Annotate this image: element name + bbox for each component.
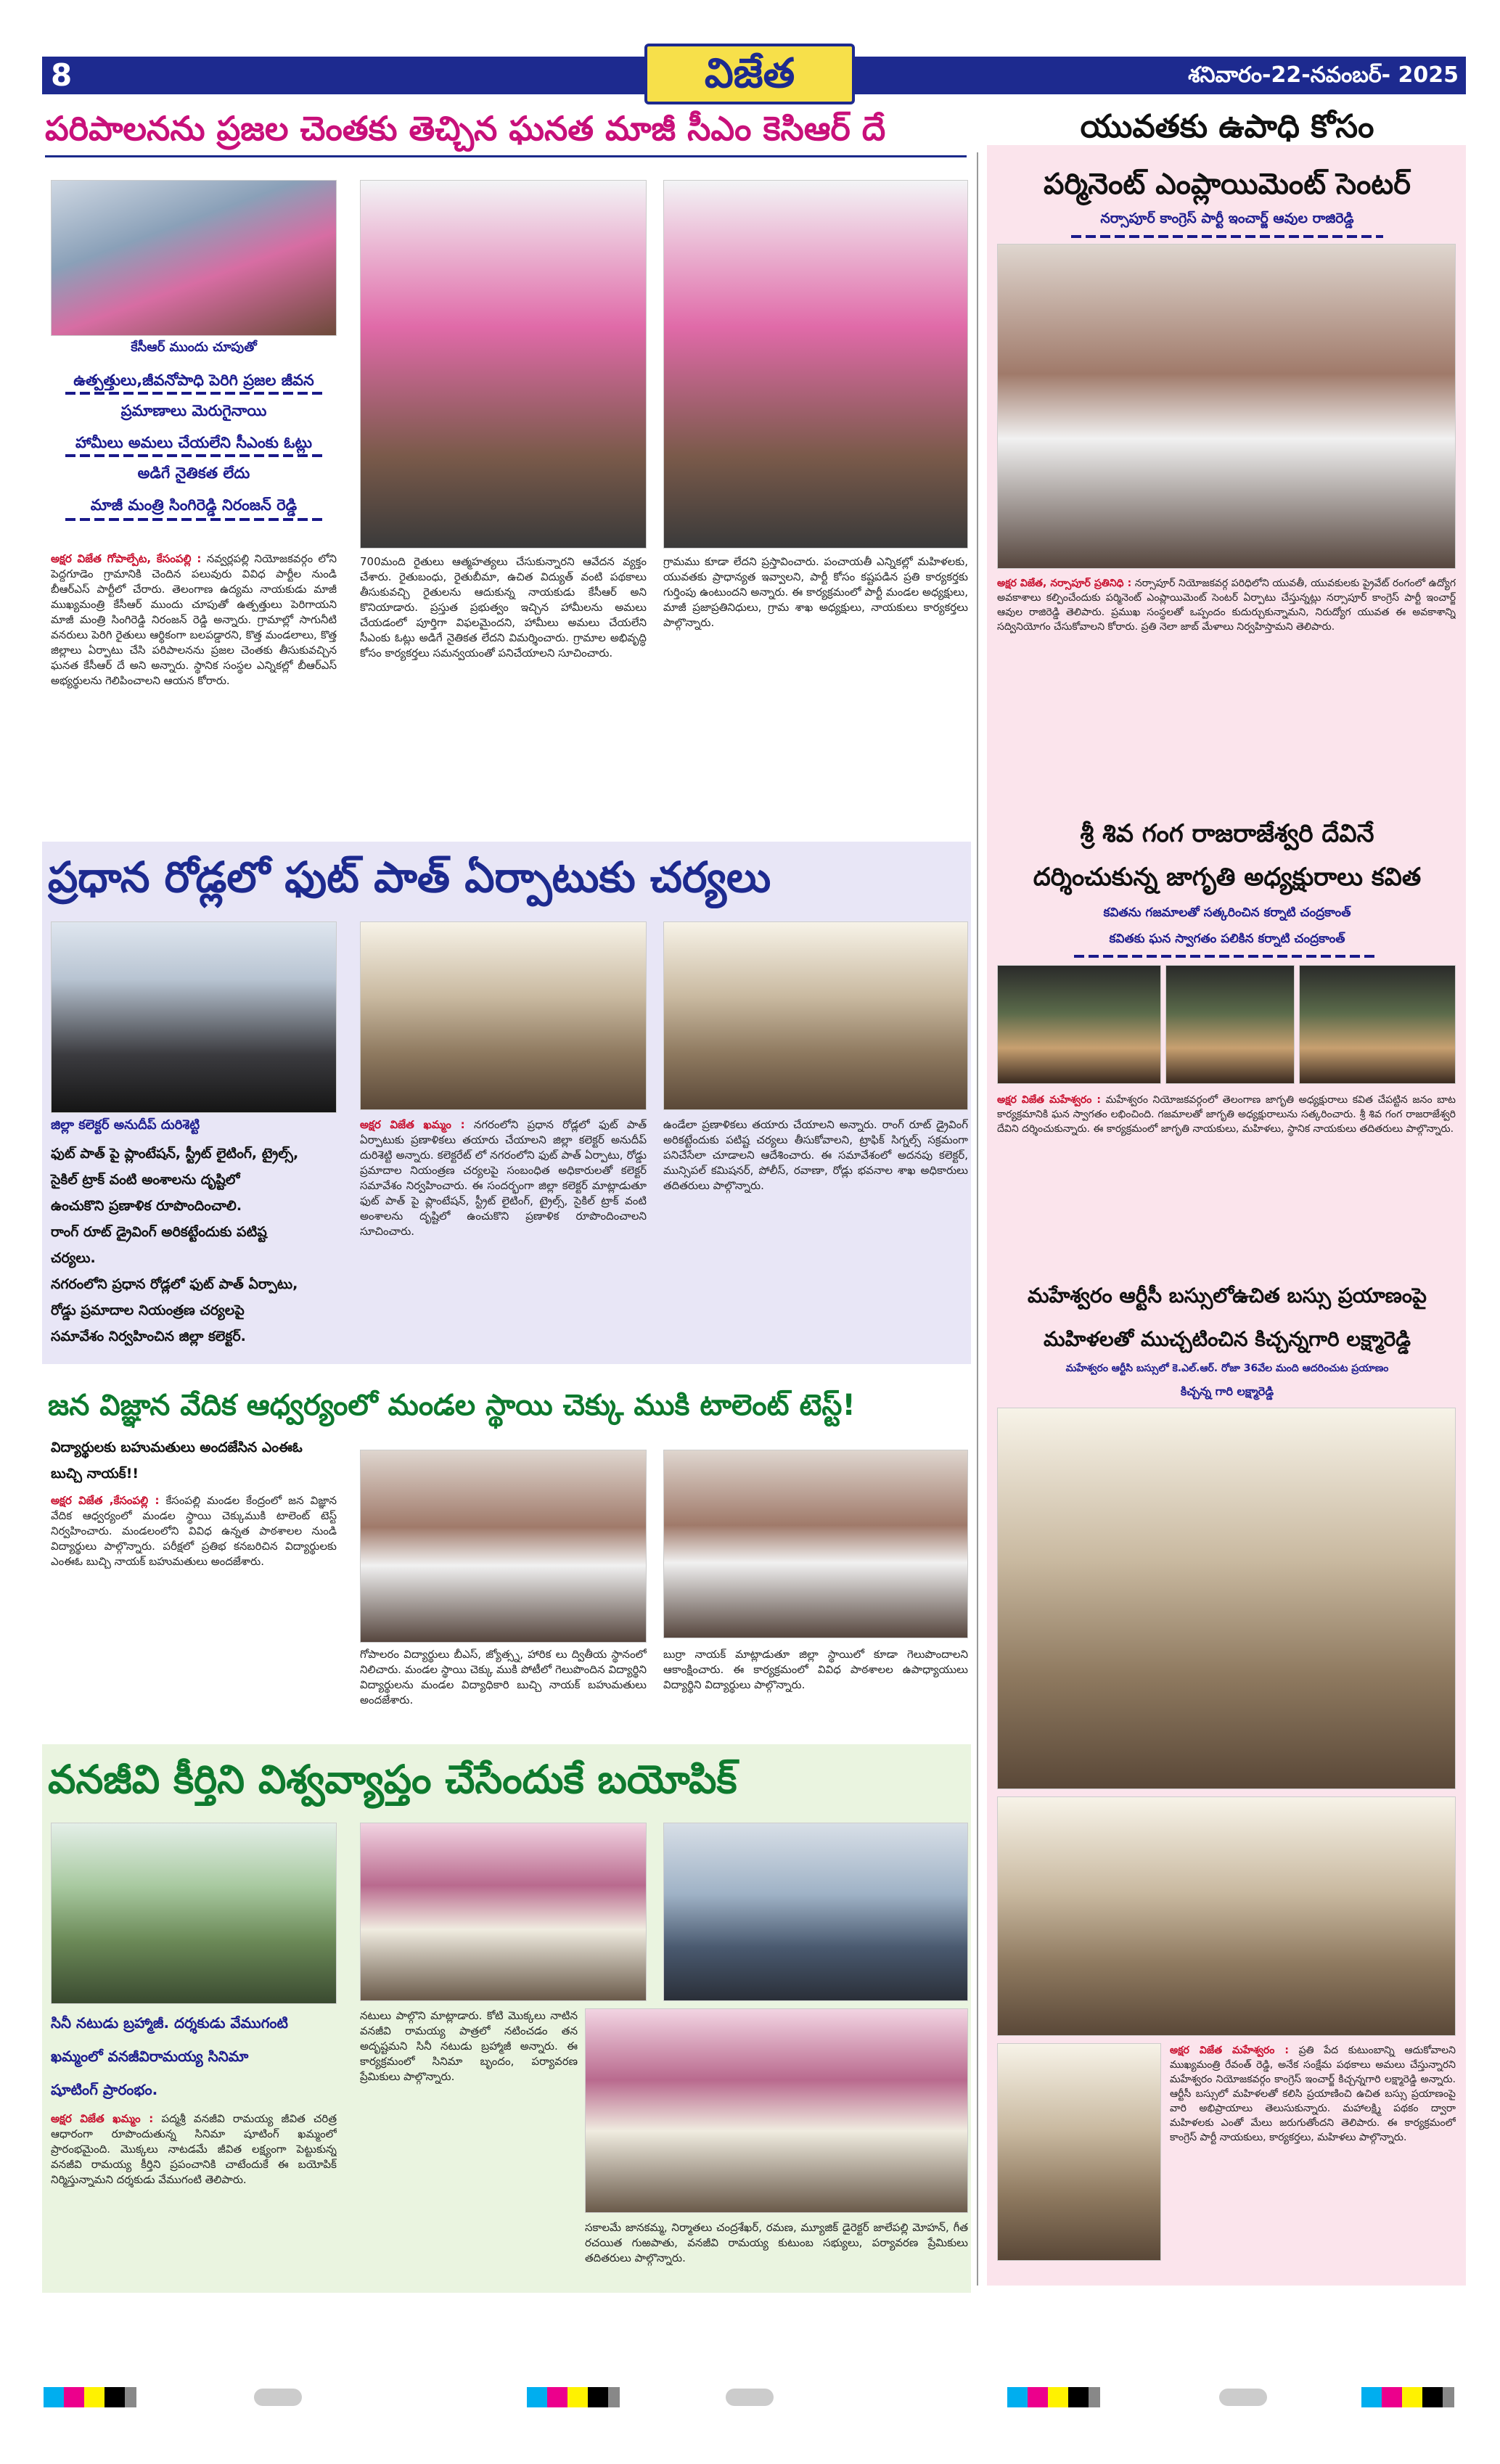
story4-col2: నటులు పాల్గొని మాట్లాడారు. కోటి మొక్కలు నాటిన వనజీవి రామయ్య పాత్రలో నటించడం తన అదృష్టమని సినీ నటుడు బ్రహ్మాజీ అన్నారు. ఈ కార్యక్రమంలో సినిమా బృందం, పర్యావరణ ప్రేమికులు పాల్గొన్నారు. (360, 2009, 578, 2083)
story6-body-text: మహేశ్వరం నియోజకవర్గంలో తెలంగాణ జాగృతి అధ్యక్షురాలు కవిత చేపట్టిన జనం బాట కార్యక్రమానికి ఘన స్వాగతం లభించింది. గజమాలతో జాగృతి అధ్యక్షురాలును సత్కరించారు. శ్రీ శివ గంగ రాజరాజేశ్వరి దేవిని దర్శించుకున్నారు. ఈ కార్యక్రమంలో జాగృతి నాయకులు, మహిళలు, స్థానిక నాయకులు తదితరులు పాల్గొన్నారు. (997, 1094, 1456, 1135)
story4-subhead-2: ఖమ్మంలో వనజీవిరామయ్య సినిమా (51, 2048, 249, 2065)
story6-kicker-1: కవితను గజమాలతో సత్కరించిన కర్నాటి చంద్రకాంత్ (1103, 905, 1351, 920)
story4-subhead-1: సినీ నటుడు బ్రహ్మాజీ. దర్శకుడు వేముగంటి (51, 2014, 288, 2032)
story2-photo-meeting (663, 921, 968, 1110)
story2-subhead-5: చర్యలు. (51, 1250, 96, 1266)
masthead-logo-text: విజేత (704, 50, 795, 97)
story7-headline-line1: మహేశ్వరం ఆర్టీసీ బస్సులోఉచిత బస్సు ప్రయాణంపై (1028, 1284, 1427, 1307)
page-number: 8 (51, 57, 73, 93)
story1-subhead-4: అడిగే నైతికత లేదు (137, 464, 250, 482)
story5-headline-line1: యువతకు ఉపాధి కోసం (1080, 108, 1374, 145)
story5-photo-mou (997, 244, 1456, 569)
story3-subhead-2: బుచ్చి నాయక్!! (51, 1466, 139, 1482)
story1-photo-crowd (51, 180, 337, 336)
story6-photo-2 (1165, 965, 1295, 1084)
story2-photo-screen (51, 921, 337, 1113)
story2-subhead-6: నగరంలోని ప్రధాన రోడ్లలో ఫుట్ పాత్ ఏర్పాటు, (51, 1276, 298, 1292)
story6-body (997, 1093, 1456, 1264)
story6-photo-1 (997, 965, 1161, 1084)
story4-photo-shooting (663, 1823, 968, 2001)
story3-photo-2 (663, 1450, 968, 1638)
story1-subhead-2: ప్రమాణాలు మెరుగైనాయి (120, 402, 267, 419)
story4-col1 (51, 2111, 337, 2290)
story3-col2: గోపాలరం విద్యార్థులు బీఎస్, జ్యోత్స్న, హారిక లు ద్వితీయ స్థానంలో నిలిచారు. మండల స్థాయి చెక్కు ముకి పోటీలో గెలుపొందిన విద్యార్థిని విద్యార్థులను మండల విద్యాధికారి బుచ్చి నాయక్ బహుమతులు అందజేశారు. (360, 1648, 647, 1707)
story1-photo-caption: కేసీఆర్ ముందు చూపుతో (131, 340, 257, 355)
story1-subhead-divider (65, 454, 322, 457)
story6-kicker-2: కవితకు ఘన స్వాగతం పలికిన కర్నాటి చంద్రకాంత్ (1109, 932, 1345, 946)
story2-subhead-4: రాంగ్ రూట్ డ్రైవింగ్ అరికట్టేందుకు పటిష్ట (51, 1224, 267, 1240)
story1-headline: పరిపాలనను ప్రజల చెంతకు తెచ్చిన ఘనత మాజీ సీఎం కెసిఆర్ దే (45, 109, 886, 148)
story5-body-text: నర్సాపూర్ నియోజకవర్గ పరిధిలోని యువతీ, యువకులకు ప్రైవేట్ రంగంలో ఉద్యోగ అవకాశాలు కల్పించేందుకు పర్మినెంట్ ఎంప్లాయిమెంట్ సెంటర్ ఏర్పాటు చేస్తున్నట్లు నర్సాపూర్ కాంగ్రెస్ పార్టీ ఇంచార్జ్ ఆవుల రాజిరెడ్డి తెలిపారు. ప్రముఖ సంస్థలతో ఒప్పందం కుదుర్చుకున్నామని, నిరుద్యోగ యువత ఈ అవకాశాన్ని సద్వినియోగం చేసుకోవాలని కోరారు. ప్రతి నెలా జాబ్ మేళాలు నిర్వహిస్తామని తెలిపారు. (997, 578, 1456, 633)
story3-subhead-1: విద్యార్థులకు బహుమతులు అందజేసిన ఎంఈఓ (51, 1440, 303, 1455)
story2-byline: అక్షర విజేత ఖమ్మం : (360, 1118, 465, 1131)
story2-subhead-1: ఫుట్ పాత్ పై ప్లాంటేషన్, స్ట్రీట్ లైటింగ్, ట్రైల్స్, (51, 1146, 299, 1162)
story7-byline: అక్షర విజేత మహేశ్వరం : (1170, 2045, 1290, 2056)
story5-body (997, 576, 1456, 798)
story1-photo-speaker-2 (663, 180, 968, 549)
story6-headline-line1: శ్రీ శివ గంగ రాజరాజేశ్వరి దేవినే (1080, 819, 1374, 848)
story7-body (1170, 2043, 1456, 2283)
story3-col1-text: కేసంపల్లి మండల కేంద్రంలో జన విజ్ఞాన వేదిక ఆధ్వర్యంలో మండల స్థాయి చెక్కుముకి టాలెంట్ టెస్ట్ నిర్వహించారు. మండలంలోని వివిధ ఉన్నత పాఠశాలల నుండి విద్యార్థులు పాల్గొన్నారు. పరీక్షలో ప్రతిభ కనబరిచిన విద్యార్థులకు ఎంఈఓ బుచ్చి నాయక్ బహుమతులు అందజేశారు. (51, 1494, 337, 1568)
story4-col1-text: పద్మశ్రీ వనజీవి రామయ్య జీవిత చరిత్ర ఆధారంగా రూపొందుతున్న సినిమా షూటింగ్ ఖమ్మంలో ప్రారంభమైంది. మొక్కలు నాటడమే జీవిత లక్ష్యంగా పెట్టుకున్న వనజీవి రామయ్య కీర్తిని ప్రపంచానికి చాటేందుకే ఈ బయోపిక్ నిర్మిస్తున్నామని దర్శకుడు వేముగంటి తెలిపారు. (51, 2112, 337, 2186)
story6-headline-line2: దర్శించుకున్న జాగృతి అధ్యక్షురాలు కవిత (1033, 863, 1422, 892)
story4-photo-planting (51, 1823, 337, 2004)
story2-col2-text: నగరంలోని ప్రధాన రోడ్లలో ఫుట్ పాత్ ఏర్పాటుకు ప్రణాళికలు తయారు చేయాలని జిల్లా కలెక్టర్ అనుదీప్ దురిశెట్టి అన్నారు. కలెక్టరేట్ లో నగరంలోని ఫుట్ పాత్ ఏర్పాటు, రోడ్డు ప్రమాదాల నియంత్రణ చర్యలపై సంబంధిత అధికారులతో కలెక్టర్ సమావేశం నిర్వహించారు. ఈ సందర్భంగా జిల్లా కలెక్టర్ మాట్లాడుతూ ఫుట్ పాత్ పై ప్లాంటేషన్, స్ట్రీట్ లైటింగ్, ట్రైల్స్, సైకిల్ ట్రాక్ వంటి అంశాలను దృష్టిలో ఉంచుకొని ప్రణాళిక రూపొందించాలని సూచించారు. (360, 1118, 647, 1238)
story4-photo-group (360, 1823, 647, 2001)
story1-subhead-3: హామీలు అమలు చేయలేని సీఎంకు ఓట్లు (75, 434, 313, 451)
story2-headline: ప్రధాన రోడ్లలో ఫుట్ పాత్ ఏర్పాటుకు చర్యలు (48, 853, 771, 902)
story2-subhead-2: సైకిల్ ట్రాక్ వంటి అంశాలను దృష్టిలో (51, 1172, 240, 1188)
registration-marks-far-right (1361, 2387, 1478, 2407)
story3-headline: జన విజ్ఞాన వేదిక ఆధ్వర్యంలో మండల స్థాయి చెక్కు ముకి టాలెంట్ టెస్ట్! (48, 1389, 856, 1422)
story1-byline: అక్షర విజేత గోపాల్పేట, కేసంపల్లి : (51, 552, 202, 565)
story7-body-text: ప్రతి పేద కుటుంబాన్ని ఆదుకోవాలని ముఖ్యమంత్రి రేవంత్ రెడ్డి, అనేక సంక్షేమ పథకాలు అమలు చేస్తున్నారని మహేశ్వరం నియోజకవర్గం కాంగ్రెస్ ఇంచార్జ్ కిచ్చన్నగారి లక్ష్మారెడ్డి అన్నారు. ఆర్టీసీ బస్సులో మహిళలతో కలిసి ప్రయాణించి ఉచిత బస్సు ప్రయాణంపై వారి అభిప్రాయాలు తెలుసుకున్నారు. మహాలక్ష్మి పథకం ద్వారా మహిళలకు ఎంతో మేలు జరుగుతోందని తెలిపారు. ఈ కార్యక్రమంలో కాంగ్రెస్ పార్టీ నాయకులు, కార్యకర్తలు, మహిళలు పాల్గొన్నారు. (1170, 2045, 1456, 2143)
story5-kicker: నర్సాపూర్ కాంగ్రెస్ పార్టీ ఇంచార్జ్ ఆవుల రాజిరెడ్డి (1100, 210, 1354, 226)
story1-subhead-1: ఉత్పత్తులు,జీవనోపాధి పెరిగి ప్రజల జీవన (73, 371, 314, 389)
story1-col1-text: నవ్వర్లపల్లి నియోజకవర్గం లోని పెద్దగూడెం గ్రామానికి చెందిన పలువురు వివిధ పార్టీల నుండి బీఆర్ఎస్ పార్టీలో చేరారు. తెలంగాణ ఉద్యమ నాయకుడు మాజీ ముఖ్యమంత్రి కేసీఆర్ ముందు చూపుతో ఉత్పత్తులు పెరిగాయని మాజీ మంత్రి సింగిరెడ్డి నిరంజన్ రెడ్డి అన్నారు. గ్రామాల్లో సాగునీటి వనరులు పెరిగి రైతులు ఆర్థికంగా బలపడ్డారని, కొత్త మండలాలు, కొత్త జిల్లాలు ఏర్పాటు చేసి పరిపాలనను ప్రజల చెంతకు తీసుకువచ్చిన ఘనత కేసీఆర్ దే అని అన్నారు. స్థానిక సంస్థల ఎన్నికల్లో బీఆర్ఎస్ అభ్యర్థులను గెలిపించాలని ఆయన కోరారు. (51, 552, 337, 687)
story6-photo-3 (1299, 965, 1456, 1084)
story1-subhead-divider (65, 392, 322, 395)
registration-marks-right (1007, 2387, 1123, 2407)
story6-byline: అక్షర విజేత మహేశ్వరం : (997, 1094, 1101, 1106)
story2-col3: ఉండేలా ప్రణాళికలు తయారు చేయాలని అన్నారు. రాంగ్ రూట్ డ్రైవింగ్ అరికట్టేందుకు పటిష్ట చర్యలు తీసుకోవాలని, ట్రాఫిక్ సిగ్నల్స్ సక్రమంగా పనిచేసేలా చూడాలని ఆదేశించారు. ఈ సమావేశంలో అదనపు కలెక్టర్, మున్సిపల్ కమిషనర్, పోలీస్, రవాణా, రోడ్లు భవనాల శాఖ అధికారులు తదితరులు పాల్గొన్నారు. (663, 1118, 968, 1192)
registration-pill (726, 2389, 774, 2406)
story7-photo-bus-3 (997, 2043, 1161, 2261)
story7-headline-line2: మహిళలతో ముచ్చటించిన కిచ్చన్నగారి లక్ష్మారెడ్డి (1044, 1327, 1411, 1351)
story2-subhead-8: సమావేశం నిర్వహించిన జిల్లా కలెక్టర్. (51, 1328, 246, 1344)
date-line: శనివారం-22-నవంబర్- 2025 (1188, 62, 1459, 88)
story7-kicker-2: కిచ్చన్న గారి లక్ష్మారెడ్డి (1180, 1384, 1274, 1398)
story4-col3: సకాలమే జానకమ్మ, నిర్మాతలు చంద్రశేఖర్, రమణ, మ్యూజిక్ డైరెక్టర్ జాలేపల్లి మోహన్, గీత రచయిత గుఱపాతు, వనజీవి రామయ్య కుటుంబ సభ్యులు, పర్యావరణ ప్రేమికులు తదితరులు పాల్గొన్నారు. (585, 2221, 968, 2264)
story4-headline: వనజీవి కీర్తిని విశ్వవ్యాప్తం చేసేందుకే బయోపిక్ (48, 1757, 737, 1802)
story1-subhead-5: మాజీ మంత్రి సింగిరెడ్డి నిరంజన్ రెడ్డి (90, 496, 298, 514)
story5-headline-line2: పర్మినెంట్ ఎంప్లాయిమెంట్ సెంటర్ (1044, 168, 1411, 201)
story5-byline: అక్షర విజేత, నర్సాపూర్ ప్రతినిధి : (997, 578, 1132, 589)
story7-photo-bus-1 (997, 1408, 1456, 1789)
registration-pill (254, 2389, 302, 2406)
story5-kicker-underline (1071, 235, 1383, 238)
story1-photo-speaker-1 (360, 180, 647, 549)
story3-byline: అక్షర విజేత ,కేసంపల్లి : (51, 1494, 160, 1507)
story7-kicker-1: మహేశ్వరం ఆర్టీసి బస్సులో కె.ఎల్.ఆర్. రోజా 36వేల మంది ఆదరించుట ప్రయాణం (1065, 1363, 1389, 1374)
story6-kicker-underline (1074, 955, 1379, 958)
story2-photo-collector (360, 921, 647, 1110)
story2-col2 (360, 1117, 647, 1357)
story1-col1 (51, 551, 337, 821)
registration-pill (1219, 2389, 1267, 2406)
story1-col3: గ్రామము కూడా లేదని ప్రస్తావించారు. పంచాయతీ ఎన్నికల్లో మహిళలకు, యువతకు ప్రాధాన్యత ఇవ్వాలని, పార్టీ కోసం కష్టపడిన ప్రతి కార్యకర్తకు గుర్తింపు ఉంటుందని అన్నారు. ఈ కార్యక్రమంలో పార్టీ మండల అధ్యక్షులు, మాజీ ప్రజాప్రతినిధులు, గ్రామ శాఖ అధ్యక్షులు, నాయకులు కార్యకర్తలు పాల్గొన్నారు. (663, 555, 968, 629)
story3-col3: బుర్రా నాయక్ మాట్లాడుతూ జిల్లా స్థాయిలో కూడా గెలుపొందాలని ఆకాంక్షించారు. ఈ కార్యక్రమంలో వివిధ పాఠశాలల ఉపాధ్యాయులు విద్యార్థిని విద్యార్థులు పాల్గొన్నారు. (663, 1648, 968, 1691)
story2-subhead-3: ఉంచుకొని ప్రణాళిక రూపొందించాలి. (51, 1198, 242, 1214)
story4-subhead-3: షూటింగ్ ప్రారంభం. (51, 2081, 158, 2098)
story1-subhead-divider (65, 518, 322, 521)
column-divider (977, 152, 978, 2286)
story3-photo-1 (360, 1450, 647, 1643)
registration-marks-center (527, 2387, 643, 2407)
story3-col1 (51, 1493, 337, 1709)
registration-marks-left (44, 2387, 160, 2407)
story7-photo-bus-2 (997, 1796, 1456, 2036)
story1-col2: 700మంది రైతులు ఆత్మహత్యలు చేసుకున్నారని ఆవేదన వ్యక్తం చేశారు. రైతుబంధు, రైతుబీమా, ఉచిత విద్యుత్ వంటి పథకాలు తీసుకువచ్చి రైతులను ఆదుకున్న నాయకుడు కేసీఆర్ అని కొనియాడారు. ప్రస్తుత ప్రభుత్వం ఇచ్చిన హామీలను అమలు చేయడంలో పూర్తిగా విఫలమైందని, హామీలు అమలు చేయలేని సీఎంకు ఓట్లు అడిగే నైతికత లేదని విమర్శించారు. గ్రామాల అభివృద్ధి కోసం కార్యకర్తలు సమన్వయంతో పనిచేయాలని సూచించారు. (360, 555, 647, 660)
story4-photo-press (585, 2008, 968, 2213)
story2-photo-caption: జిల్లా కలెక్టర్ అనుదీప్ దురిశెట్టి (51, 1117, 200, 1133)
story1-rule (45, 155, 967, 157)
story2-subhead-7: రోడ్డు ప్రమాదాల నియంత్రణ చర్యలపై (51, 1302, 245, 1318)
story4-byline: అక్షర విజేత ఖమ్మం : (51, 2112, 154, 2125)
